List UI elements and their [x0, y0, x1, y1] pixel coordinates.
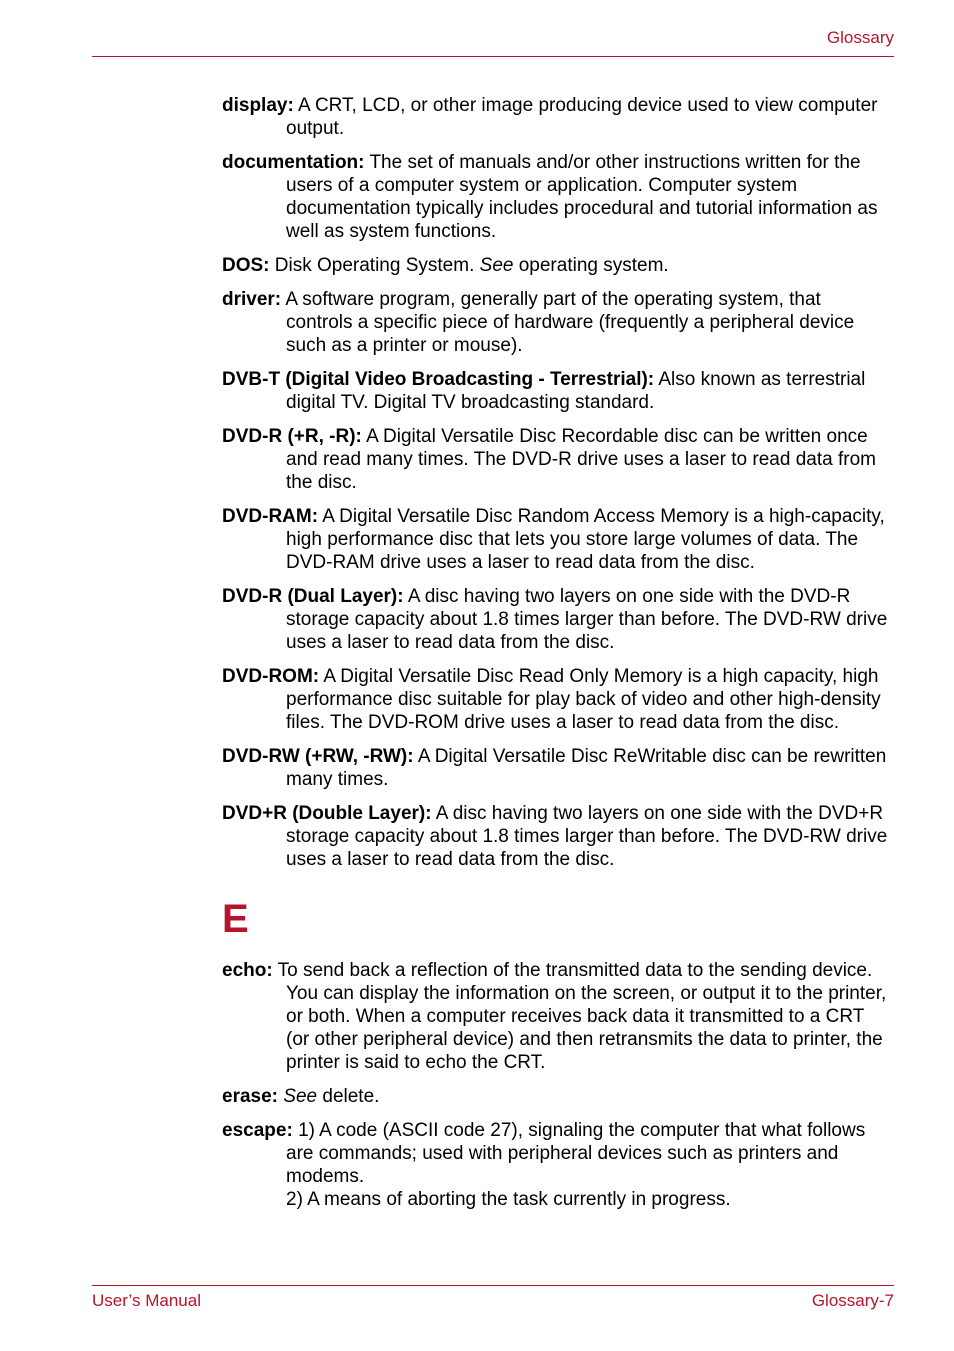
entry-term: DVD-RAM: [222, 506, 319, 527]
entry-term: display: [222, 95, 294, 116]
glossary-entry-dvd-plus-r-double-layer [222, 802, 892, 871]
entry-definition: A Digital Versatile Disc Recordable disc can be written once and read many times. The DVD-R drive uses a laser to read data from the disc. [286, 426, 876, 493]
entry-term: DVD-R (Dual Layer): [222, 586, 404, 607]
footer-page-number: Glossary-7 [811, 1291, 894, 1310]
header-title: Glossary [826, 28, 894, 47]
entry-definition: The set of manuals and/or other instructions written for the users of a computer system or application. Computer system documentation typically includes procedural and tutorial information as well as system functions. [286, 152, 878, 242]
glossary-entry-erase [222, 1085, 892, 1108]
glossary-entry-dvd-r [222, 425, 892, 494]
entry-term: DOS: [222, 255, 270, 276]
entry-definition: 1) A code (ASCII code 27), signaling the computer that what follows are commands; used with peripheral devices such as printers and modems. [286, 1120, 866, 1187]
glossary-entry-documentation [222, 151, 892, 243]
entry-definition: A disc having two layers on one side with the DVD+R storage capacity about 1.8 times larger than before. The DVD-RW drive uses a laser to read data from the disc. [286, 803, 888, 870]
entry-definition-continued: operating system. [518, 255, 669, 276]
glossary-content [222, 94, 892, 1222]
entry-definition: A Digital Versatile Disc ReWritable disc can be rewritten many times. [286, 746, 887, 790]
glossary-entry-dvd-r-dual-layer [222, 585, 892, 654]
entry-term: erase: [222, 1086, 278, 1107]
glossary-entry-echo [222, 959, 892, 1074]
entry-term: DVB-T (Digital Video Broadcasting - Terrestrial): [222, 369, 655, 390]
glossary-entry-display [222, 94, 892, 140]
glossary-entry-dvd-rom [222, 665, 892, 734]
entry-definition: A Digital Versatile Disc Read Only Memory is a high capacity, high performance disc suitable for play back of video and other high-density files. The DVD-ROM drive uses a laser to read data from the disc. [286, 666, 881, 733]
footer-divider [92, 1285, 894, 1286]
entry-definition: A disc having two layers on one side with the DVD-R storage capacity about 1.8 times larger than before. The DVD-RW drive uses a laser to read data from the disc. [286, 586, 888, 653]
entry-definition: A CRT, LCD, or other image producing device used to view computer output. [286, 95, 878, 139]
header-divider [92, 56, 894, 57]
glossary-entry-dvd-rw [222, 745, 892, 791]
entry-term: DVD-RW (+RW, -RW): [222, 746, 414, 767]
entry-term: DVD+R (Double Layer): [222, 803, 432, 824]
entry-term: DVD-R (+R, -R): [222, 426, 362, 447]
entry-definition: delete. [322, 1086, 380, 1107]
entry-definition: Also known as terrestrial digital TV. Digital TV broadcasting standard. [286, 369, 866, 413]
glossary-entry-dvd-ram [222, 505, 892, 574]
glossary-entry-escape [222, 1119, 892, 1211]
entry-term: escape: [222, 1120, 293, 1141]
section-heading-e: E [222, 897, 249, 941]
entry-definition-second: 2) A means of aborting the task currently in progress. [286, 1189, 731, 1210]
entry-definition: To send back a reflection of the transmitted data to the sending device. You can display the information on the screen, or output it to the printer, or both. When a computer receives back data it transmitted to a CRT (or other peripheral device) and then retransmits the data to printer, the printer is said to echo the CRT. [277, 960, 887, 1073]
entry-term: driver: [222, 289, 282, 310]
entry-definition: Disk Operating System. [274, 255, 475, 276]
see-reference: See [479, 255, 514, 276]
glossary-entry-dvb-t [222, 368, 892, 414]
entry-definition: A Digital Versatile Disc Random Access Memory is a high-capacity, high performance disc that lets you store large volumes of data. The DVD-RAM drive uses a laser to read data from the disc. [286, 506, 885, 573]
glossary-entry-dos [222, 254, 892, 277]
footer-manual-title: User’s Manual [92, 1291, 201, 1310]
entry-term: documentation: [222, 152, 365, 173]
entry-definition: A software program, generally part of the operating system, that controls a specific piece of hardware (frequently a peripheral device such as a printer or mouse). [285, 289, 855, 356]
see-reference: See [283, 1086, 318, 1107]
entry-term: echo: [222, 960, 273, 981]
glossary-entry-driver [222, 288, 892, 357]
entry-term: DVD-ROM: [222, 666, 320, 687]
